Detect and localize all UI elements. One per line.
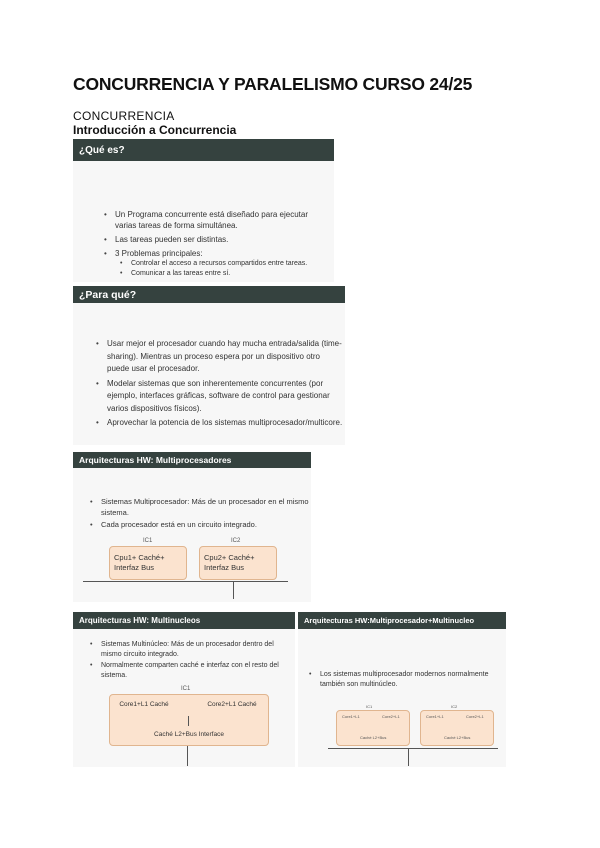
slide-header: ¿Para qué? — [73, 286, 345, 303]
bullet-list — [87, 640, 294, 681]
bus-drop-line — [408, 748, 409, 766]
slide-que-es — [73, 139, 334, 282]
list-item: • Modelar sistemas que son inherentemente concurrentes (por ejemplo, interfaces gráficas, software de control para gestionar varios dispositivos físicos). — [93, 378, 343, 416]
core-link-line — [188, 716, 189, 726]
list-item: • Sistemas Multiprocesador: Más de un procesador en el mismo sistema. — [87, 496, 311, 518]
sub-bullet-list — [117, 259, 332, 279]
bullet-list — [306, 670, 502, 690]
list-item: • Cada procesador está en un circuito integrado. — [87, 519, 311, 530]
bus-drop-line — [233, 581, 234, 599]
list-item: • Controlar el acceso a recursos compartidos entre tareas. — [117, 259, 332, 269]
subsection-heading: Introducción a Concurrencia — [73, 123, 237, 137]
bus-line — [83, 581, 288, 582]
slide-header: Arquitecturas HW:Multiprocesador+Multinucleo — [298, 612, 506, 629]
bullet-list — [87, 496, 311, 530]
ic2-label: IC2 — [451, 704, 458, 709]
list-item: • Los sistemas multiprocesador modernos normalmente también son multinúcleo. — [306, 670, 502, 690]
list-item: • Un Programa concurrente está diseñado para ejecutar varias tareas de forma simultánea. — [101, 209, 331, 231]
bus-drop-line — [187, 746, 188, 766]
slide-header: Arquitecturas HW: Multiprocesadores — [73, 452, 311, 468]
list-item: • Las tareas pueden ser distintas. — [101, 234, 331, 245]
core2-box: Core2+L1 — [382, 714, 400, 719]
ic2-label: IC2 — [231, 538, 241, 544]
list-item: • Normalmente comparten caché e interfaz con el resto del sistema. — [87, 661, 294, 681]
ic1-label: IC1 — [181, 686, 191, 692]
slide-header: Arquitecturas HW: Multinucleos — [73, 612, 295, 629]
processor-box-2: Cpu2+ Caché+ Interfaz Bus — [199, 546, 277, 580]
core1-box: Core1+L1 — [426, 714, 444, 719]
list-item: • Usar mejor el procesador cuando hay mucha entrada/salida (time-sharing). Mientras un proceso espera por un dispositivo otro puede usar el procesador. — [93, 338, 343, 376]
slide-para-que — [73, 286, 345, 445]
section-heading: CONCURRENCIA — [73, 109, 175, 123]
bus-line — [328, 748, 498, 749]
bus-interface-box: Caché L2+Bus Interface — [154, 730, 224, 738]
list-item: • Comunicar a las tareas entre sí. — [117, 269, 332, 279]
core1-box: Core1+L1 Caché — [119, 700, 169, 708]
slide-multinucleos — [73, 612, 295, 767]
bullet-list — [93, 338, 343, 430]
slide-multiprocesador-multinucleo — [298, 612, 506, 767]
list-item: • Sistemas Multinúcleo: Más de un procesador dentro del mismo circuito integrado. — [87, 640, 294, 660]
core2-box: Core2+L1 — [466, 714, 484, 719]
ic1-label: IC1 — [366, 704, 373, 709]
page-title: CONCURRENCIA Y PARALELISMO CURSO 24/25 — [73, 74, 473, 94]
ic1-label: IC1 — [143, 538, 153, 544]
bullet-list — [101, 209, 331, 259]
slide-multiprocesadores — [73, 452, 311, 602]
bus-interface-box: Caché L2+Bus — [360, 735, 387, 740]
list-item: • 3 Problemas principales: — [101, 248, 331, 259]
bus-interface-box: Caché L2+Bus — [444, 735, 471, 740]
core1-box: Core1+L1 — [342, 714, 360, 719]
list-item: • Aprovechar la potencia de los sistemas multiprocesador/multicore. — [93, 417, 343, 430]
processor-box-1: Cpu1+ Caché+ Interfaz Bus — [109, 546, 187, 580]
slide-header: ¿Qué es? — [73, 139, 334, 161]
core2-box: Core2+L1 Caché — [207, 700, 257, 708]
